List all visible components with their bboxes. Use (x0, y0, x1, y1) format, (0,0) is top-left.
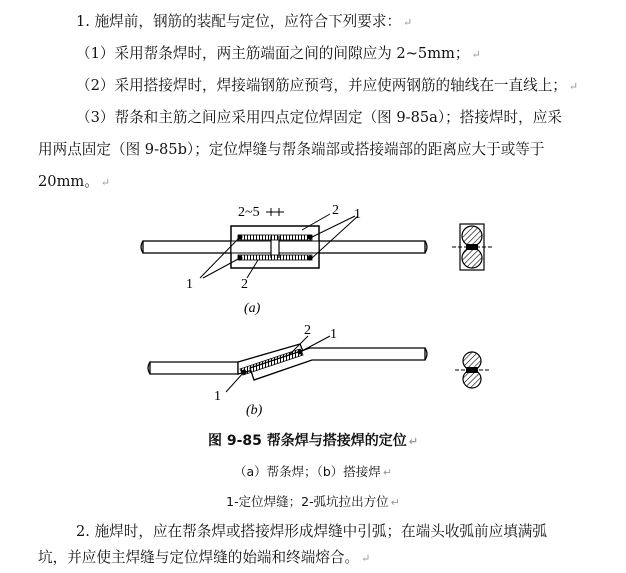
label-1-top: 1 (354, 207, 361, 222)
label-1-bottom: 1 (186, 277, 193, 292)
sub-label-a: (a) (244, 301, 261, 316)
splice-weld-drawing (141, 203, 427, 316)
para-3 (76, 76, 578, 97)
paragraph-mark-icon: ↵ (382, 466, 393, 479)
label-2-bottom: 2 (241, 277, 248, 292)
para-6-text: 20mm。 (38, 173, 99, 190)
weld-seam-bottom (238, 255, 312, 260)
weld-figure (0, 196, 626, 426)
para-1 (76, 12, 412, 33)
para-1-text: 1. 施焊前，钢筋的装配与定位，应符合下列要求： (76, 13, 402, 30)
paragraph-mark-icon: ↵ (568, 80, 579, 93)
para-4 (76, 108, 562, 128)
paragraph-mark-icon: ↵ (390, 496, 400, 509)
paragraph-mark-icon: ↵ (100, 176, 111, 189)
para-2-text: （1）采用帮条焊时，两主筋端面之间的间隙应为 2~5mm； (76, 45, 470, 62)
paragraph-mark-icon: ↵ (471, 48, 481, 61)
label-2-lap: 2 (304, 323, 311, 338)
paragraph-mark-icon: ↵ (361, 552, 371, 565)
gap-label: 2~5 (238, 205, 260, 220)
label-2-top: 2 (332, 203, 339, 218)
lap-weld-drawing (148, 323, 427, 418)
para-6 (38, 172, 110, 193)
para-3-text: （2）采用搭接焊时，焊接端钢筋应预弯，并应使两钢筋的轴线在一直线上； (76, 77, 567, 94)
para-2 (76, 44, 481, 65)
figure-subtitle: （a）帮条焊；（b）搭接焊 (233, 464, 381, 479)
main-bar-right (319, 241, 425, 253)
figure-caption (0, 430, 626, 450)
figure-subtitle-line (0, 462, 626, 480)
para-8-text: 坑，并应使主焊缝与定位焊缝的始端和终端熔合。 (38, 549, 360, 566)
splice-cross-section (452, 224, 492, 270)
para-7 (76, 522, 547, 542)
label-1-lap: 1 (330, 327, 337, 342)
para-7-text: 2. 施焊时，应在帮条焊或搭接焊形成焊缝中引弧；在端头收弧前应填满弧 (76, 523, 547, 540)
figure-title: 图 9-85 帮条焊与搭接焊的定位 (207, 433, 407, 449)
figure-legend-line (0, 492, 626, 510)
label-1-lap-bottom: 1 (214, 389, 221, 404)
para-8 (38, 548, 370, 569)
sub-label-b: (b) (246, 403, 263, 418)
para-5-text: 用两点固定（图 9-85b）；定位焊缝与帮条端部或搭接端部的距离应大于或等于 (38, 141, 545, 158)
weld-seam-top (238, 235, 312, 240)
main-bar-left (143, 241, 231, 253)
paragraph-mark-icon: ↵ (403, 16, 413, 29)
figure-legend: 1-定位焊缝；2-弧坑拉出方位 (226, 494, 389, 509)
para-4-text: （3）帮条和主筋之间应采用四点定位焊固定（图 9-85a）；搭接焊时，应采 (76, 109, 562, 126)
para-5 (38, 140, 544, 160)
lap-cross-section (455, 352, 489, 388)
paragraph-mark-icon: ↵ (408, 435, 418, 448)
